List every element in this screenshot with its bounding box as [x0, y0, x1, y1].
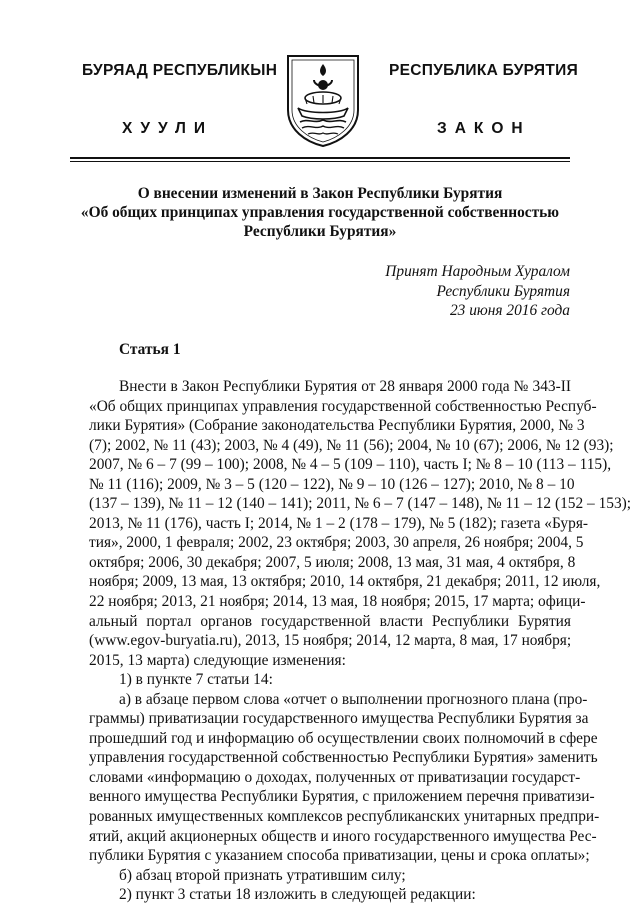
- header-left-title: БУРЯАД РЕСПУБЛИКЫН: [82, 62, 278, 79]
- header-divider-thick: [70, 157, 570, 159]
- article-body: [89, 377, 632, 905]
- body-line: 2015, 13 марта) следующие изменения:: [89, 651, 346, 669]
- coat-of-arms-icon: [284, 52, 362, 148]
- body-line: публики Бурятия с указанием способа приватизации, цены и срока оплаты»;: [89, 847, 590, 865]
- body-line: ятий, акций акционерных обществ и иного государственного имущества Рес-: [89, 827, 597, 845]
- body-line: альный портал органов государственной власти Республики Бурятия: [89, 612, 571, 630]
- body-line: венного имущества Республики Бурятия, с приложением перечня приватизи-: [89, 788, 595, 806]
- body-line: Внести в Закон Республики Бурятия от 28 января 2000 года № 343-II: [119, 378, 571, 395]
- document-title: [70, 184, 570, 241]
- header-left-doc-type: ХУУЛИ: [122, 120, 214, 137]
- adoption-line: Республики Бурятия: [436, 282, 570, 300]
- list-item: 2) пункт 3 статьи 18 изложить в следующей редакции:: [119, 886, 476, 904]
- adoption-date: 23 июня 2016 года: [449, 302, 570, 319]
- list-item: 1) в пункте 7 статьи 14:: [119, 671, 273, 689]
- body-line: ноября; 2009, 13 мая, 13 октября; 2010, 14 октября, 21 декабря; 2011, 12 июля,: [89, 573, 601, 591]
- document-title-line: О внесении изменений в Закон Республики Бурятия: [137, 185, 503, 202]
- body-line: тия», 2000, 1 февраля; 2002, 23 октября; 2003, 30 апреля, 26 ноября; 2004, 5: [89, 534, 584, 552]
- header-divider-thin: [70, 161, 570, 162]
- body-line: «Об общих принципах управления государственной собственностью Респуб-: [89, 397, 597, 415]
- body-line: лики Бурятия» (Собрание законодательства Республики Бурятия, 2000, № 3: [89, 417, 585, 435]
- body-line: № 11 (116); 2009, № 3 – 5 (120 – 122), № 9 – 10 (126 – 127); 2010, № 8 – 10: [89, 475, 575, 493]
- body-line: 2013, № 11 (176), часть I; 2014, № 1 – 2 (178 – 179), № 5 (182); газета «Буря-: [89, 514, 589, 532]
- adoption-line: Принят Народным Хуралом: [385, 263, 570, 280]
- adoption-note: [385, 262, 570, 321]
- document-title-line: Республики Бурятия»: [243, 223, 397, 240]
- body-line: октября; 2006, 30 декабря; 2007, 5 июля; 2008, 13 мая, 31 мая, 4 октября, 8: [89, 553, 576, 571]
- header-right-doc-type: ЗАКОН: [437, 120, 531, 137]
- body-line: рованных имущественных комплексов республиканских унитарных предпри-: [89, 808, 600, 826]
- body-line: (137 – 139), № 11 – 12 (140 – 141); 2011, № 6 – 7 (147 – 148), № 11 – 12 (152 – 153);: [89, 495, 632, 513]
- body-line: (www.egov-buryatia.ru), 2013, 15 ноября; 2014, 12 марта, 8 мая, 17 ноября;: [89, 632, 572, 650]
- body-line: прошедший год и информацию об осуществлении своих полномочий в сфере: [89, 729, 598, 747]
- list-item: б) абзац второй признать утратившим силу;: [119, 866, 406, 884]
- body-line: 22 ноября; 2013, 21 ноября; 2014, 13 мая, 18 ноября; 2015, 17 марта; офици-: [89, 593, 586, 611]
- body-line: управления государственной собственностью Республики Бурятия» заменить: [89, 749, 598, 767]
- header-right-title: РЕСПУБЛИКА БУРЯТИЯ: [389, 62, 579, 79]
- body-line: 2007, № 6 – 7 (99 – 100); 2008, № 4 – 5 (109 – 110), часть I; № 8 – 10 (113 – 115),: [89, 456, 612, 474]
- body-line: а) в абзаце первом слова «отчет о выполнении прогнозного плана (про-: [119, 690, 588, 708]
- document-title-line: «Об общих принципах управления государственной собственностью: [80, 204, 560, 221]
- body-line: граммы) приватизации государственного имущества Республики Бурятия за: [89, 710, 589, 728]
- body-line: словами «информацию о доходах, полученных от приватизации государст-: [89, 768, 581, 786]
- body-line: (7); 2002, № 11 (43); 2003, № 4 (49), № 11 (56); 2004, № 10 (67); 2006, № 12 (93);: [89, 436, 614, 454]
- article-heading: Статья 1: [119, 341, 181, 358]
